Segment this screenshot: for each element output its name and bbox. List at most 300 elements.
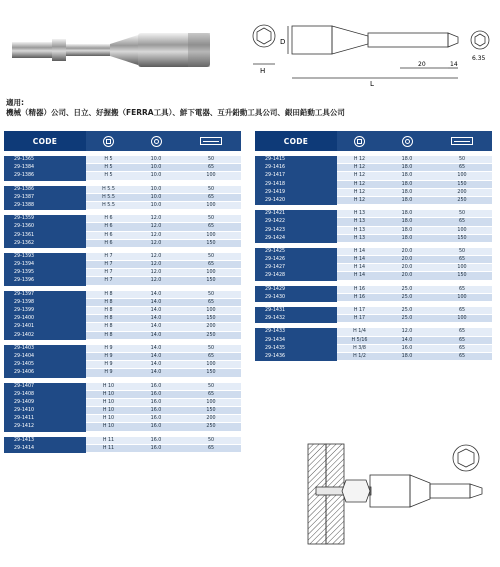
cell-length: 50 (432, 248, 492, 256)
cell-length: 150 (181, 315, 241, 323)
table-row (4, 299, 241, 307)
cell-hex-size: H 12 (337, 172, 382, 180)
cell-code: 29-1386 (4, 172, 86, 180)
cell-outer-diameter: 16.0 (131, 391, 181, 399)
cell-code: 29-1401 (4, 323, 86, 331)
cell-hex-size: H 12 (337, 164, 382, 172)
cell-outer-diameter: 10.0 (131, 164, 181, 172)
cell-outer-diameter: 16.0 (131, 407, 181, 415)
cell-outer-diameter: 14.0 (131, 353, 181, 361)
cell-outer-diameter: 18.0 (382, 156, 432, 164)
table-row (255, 307, 492, 315)
cell-length: 65 (181, 353, 241, 361)
cell-code: 29-1402 (4, 332, 86, 340)
table-row (255, 337, 492, 345)
cell-length: 250 (181, 332, 241, 340)
cell-outer-diameter: 14.0 (131, 369, 181, 377)
cell-code: 29-1387 (4, 194, 86, 202)
table-row (4, 202, 241, 210)
cell-outer-diameter: 25.0 (382, 307, 432, 315)
table-row (4, 315, 241, 323)
cell-length: 50 (181, 156, 241, 164)
cell-outer-diameter: 14.0 (131, 345, 181, 353)
dim-h-label: H (260, 67, 266, 75)
product-group (255, 156, 492, 205)
length-icon (200, 137, 222, 145)
cell-length: 100 (432, 294, 492, 302)
table-row (4, 240, 241, 248)
cell-hex-size: H 16 (337, 286, 382, 294)
cell-outer-diameter: 18.0 (382, 218, 432, 226)
cell-code: 29-1423 (255, 227, 337, 235)
cell-length: 100 (181, 361, 241, 369)
cell-hex-size: H 6 (86, 215, 131, 223)
cell-code: 29-1400 (4, 315, 86, 323)
cell-code: 29-1409 (4, 399, 86, 407)
cell-outer-diameter: 18.0 (382, 227, 432, 235)
product-group (4, 156, 241, 181)
cell-outer-diameter: 18.0 (382, 189, 432, 197)
product-group (4, 253, 241, 286)
table-row (4, 332, 241, 340)
table-row (255, 294, 492, 302)
product-group (255, 248, 492, 281)
table-row (4, 353, 241, 361)
table-row (4, 383, 241, 391)
cell-code: 29-1432 (255, 315, 337, 323)
outer-diameter-icon (402, 136, 413, 147)
table-row (4, 361, 241, 369)
cell-outer-diameter: 12.0 (382, 328, 432, 336)
table-row (255, 328, 492, 336)
header-code: CODE (4, 131, 86, 151)
dimension-schematic (250, 20, 495, 90)
cell-code: 29-1424 (255, 235, 337, 243)
cell-code: 29-1397 (4, 291, 86, 299)
cell-outer-diameter: 14.0 (131, 361, 181, 369)
cell-hex-size: H 9 (86, 353, 131, 361)
cell-hex-size: H 6 (86, 223, 131, 231)
hex-size-icon (354, 136, 365, 147)
cell-code: 29-1398 (4, 299, 86, 307)
cell-length: 100 (181, 172, 241, 180)
nut-setter-photo (10, 25, 220, 75)
cell-hex-size: H 8 (86, 332, 131, 340)
dim-d-label: D (280, 38, 286, 46)
cell-length: 50 (181, 215, 241, 223)
cell-length: 65 (432, 337, 492, 345)
cell-outer-diameter: 14.0 (131, 315, 181, 323)
cell-length: 150 (181, 369, 241, 377)
table-row (255, 156, 492, 164)
cell-outer-diameter: 14.0 (382, 337, 432, 345)
cell-length: 150 (432, 181, 492, 189)
cell-code: 29-1429 (255, 286, 337, 294)
table-row (4, 369, 241, 377)
cell-length: 65 (432, 218, 492, 226)
cell-length: 100 (181, 269, 241, 277)
cell-length: 100 (432, 227, 492, 235)
cell-outer-diameter: 12.0 (131, 223, 181, 231)
cell-code: 29-1407 (4, 383, 86, 391)
cell-hex-size: H 5.5 (86, 202, 131, 210)
cell-outer-diameter: 16.0 (131, 383, 181, 391)
cell-outer-diameter: 20.0 (382, 248, 432, 256)
cell-length: 65 (432, 328, 492, 336)
cell-length: 150 (181, 277, 241, 285)
outer-diameter-icon (151, 136, 162, 147)
table-row (255, 218, 492, 226)
cell-code: 29-1433 (255, 328, 337, 336)
cell-outer-diameter: 25.0 (382, 286, 432, 294)
cell-outer-diameter: 18.0 (382, 197, 432, 205)
cell-outer-diameter: 14.0 (131, 299, 181, 307)
cell-code: 29-1399 (4, 307, 86, 315)
cell-length: 65 (432, 286, 492, 294)
table-row (4, 399, 241, 407)
cell-length: 65 (181, 223, 241, 231)
table-row (255, 189, 492, 197)
table-row (255, 248, 492, 256)
table-row (255, 210, 492, 218)
cell-outer-diameter: 10.0 (131, 186, 181, 194)
product-group (4, 437, 241, 453)
cell-length: 65 (181, 299, 241, 307)
cell-length: 50 (432, 156, 492, 164)
cell-length: 250 (181, 423, 241, 431)
cell-length: 50 (181, 291, 241, 299)
cell-length: 65 (181, 391, 241, 399)
table-header (255, 131, 492, 151)
dim-l-label: L (370, 80, 374, 88)
cell-code: 29-1431 (255, 307, 337, 315)
cell-length: 200 (181, 415, 241, 423)
cell-code: 29-1361 (4, 232, 86, 240)
table-row (4, 291, 241, 299)
cell-hex-size: H 7 (86, 261, 131, 269)
cell-code: 29-1413 (4, 437, 86, 445)
table-row (255, 345, 492, 353)
cell-outer-diameter: 12.0 (131, 215, 181, 223)
cell-hex-size: H 6 (86, 232, 131, 240)
cell-outer-diameter: 10.0 (131, 194, 181, 202)
cell-outer-diameter: 18.0 (382, 210, 432, 218)
cell-outer-diameter: 14.0 (131, 307, 181, 315)
cell-hex-size: H 1/2 (337, 353, 382, 361)
dim-635-label: 6.35 (472, 55, 486, 62)
cell-code: 29-1426 (255, 256, 337, 264)
table-row (255, 353, 492, 361)
cell-outer-diameter: 20.0 (382, 272, 432, 280)
cell-length: 250 (432, 197, 492, 205)
cell-code: 29-1421 (255, 210, 337, 218)
cell-outer-diameter: 14.0 (131, 323, 181, 331)
product-group (255, 210, 492, 243)
cell-code: 29-1388 (4, 202, 86, 210)
cell-hex-size: H 14 (337, 272, 382, 280)
cell-hex-size: H 10 (86, 391, 131, 399)
cell-code: 29-1419 (255, 189, 337, 197)
cell-outer-diameter: 16.0 (131, 423, 181, 431)
cell-hex-size: H 9 (86, 361, 131, 369)
caption-label: 適用: (6, 98, 24, 107)
cell-outer-diameter: 12.0 (131, 253, 181, 261)
cell-code: 29-1412 (4, 423, 86, 431)
cell-outer-diameter: 18.0 (382, 181, 432, 189)
table-row (255, 256, 492, 264)
cell-hex-size: H 16 (337, 294, 382, 302)
cell-hex-size: H 12 (337, 156, 382, 164)
product-group (4, 345, 241, 378)
cell-length: 65 (432, 353, 492, 361)
table-row (255, 172, 492, 180)
cell-hex-size: H 10 (86, 415, 131, 423)
cell-hex-size: H 7 (86, 277, 131, 285)
table-row (4, 423, 241, 431)
cell-code: 29-1359 (4, 215, 86, 223)
table-row (4, 307, 241, 315)
cell-code: 29-1408 (4, 391, 86, 399)
cell-hex-size: H 17 (337, 315, 382, 323)
length-icon (451, 137, 473, 145)
cell-code: 29-1403 (4, 345, 86, 353)
cell-length: 65 (432, 164, 492, 172)
cell-length: 50 (432, 210, 492, 218)
cell-length: 65 (181, 194, 241, 202)
table-row (255, 227, 492, 235)
cell-code: 29-1410 (4, 407, 86, 415)
cell-length: 100 (432, 172, 492, 180)
cell-code: 29-1396 (4, 277, 86, 285)
table-row (255, 264, 492, 272)
cell-code: 29-1427 (255, 264, 337, 272)
cell-hex-size: H 13 (337, 210, 382, 218)
applicable-brands (6, 98, 496, 118)
cell-outer-diameter: 25.0 (382, 294, 432, 302)
cell-outer-diameter: 18.0 (382, 164, 432, 172)
table-row (4, 269, 241, 277)
cell-hex-size: H 14 (337, 264, 382, 272)
table-row (4, 172, 241, 180)
cell-hex-size: H 8 (86, 323, 131, 331)
cell-length: 65 (181, 445, 241, 453)
cell-hex-size: H 5 (86, 172, 131, 180)
cell-hex-size: H 9 (86, 369, 131, 377)
cell-outer-diameter: 14.0 (131, 291, 181, 299)
table-row (4, 164, 241, 172)
cell-outer-diameter: 16.0 (131, 445, 181, 453)
cell-hex-size: H 1/4 (337, 328, 382, 336)
cell-hex-size: H 14 (337, 256, 382, 264)
cell-length: 65 (181, 261, 241, 269)
cell-hex-size: H 5 (86, 164, 131, 172)
cell-hex-size: H 17 (337, 307, 382, 315)
spec-table-right (255, 131, 492, 361)
table-row (4, 253, 241, 261)
dim-14-label: 14 (450, 61, 458, 68)
cell-code: 29-1434 (255, 337, 337, 345)
cell-code: 29-1384 (4, 164, 86, 172)
cell-outer-diameter: 12.0 (131, 232, 181, 240)
table-row (4, 186, 241, 194)
cell-hex-size: H 8 (86, 315, 131, 323)
cell-hex-size: H 12 (337, 181, 382, 189)
cell-hex-size: H 10 (86, 407, 131, 415)
cell-outer-diameter: 16.0 (382, 345, 432, 353)
product-group (4, 215, 241, 248)
cell-code: 29-1415 (255, 156, 337, 164)
cell-outer-diameter: 18.0 (382, 353, 432, 361)
caption-body: 機械（精器）公司、日立、好握搬（FERRA工具）、鮮下電器、互升鉛動工具公司、銀田鉛動工具公司 (6, 108, 345, 117)
cell-code: 29-1435 (255, 345, 337, 353)
cell-length: 100 (181, 399, 241, 407)
table-row (4, 323, 241, 331)
cell-hex-size: H 13 (337, 218, 382, 226)
cell-hex-size: H 13 (337, 227, 382, 235)
cell-hex-size: H 10 (86, 423, 131, 431)
cell-outer-diameter: 12.0 (131, 277, 181, 285)
cell-hex-size: H 7 (86, 253, 131, 261)
cell-length: 150 (432, 235, 492, 243)
cell-hex-size: H 10 (86, 383, 131, 391)
cell-hex-size: H 5 (86, 156, 131, 164)
cell-hex-size: H 8 (86, 291, 131, 299)
cell-code: 29-1417 (255, 172, 337, 180)
cell-code: 29-1422 (255, 218, 337, 226)
cell-outer-diameter: 16.0 (131, 437, 181, 445)
product-group (4, 383, 241, 432)
cell-code: 29-1436 (255, 353, 337, 361)
table-row (4, 261, 241, 269)
cell-hex-size: H 12 (337, 189, 382, 197)
cell-code: 29-1365 (4, 156, 86, 164)
table-row (4, 223, 241, 231)
cell-length: 50 (181, 253, 241, 261)
cell-length: 100 (432, 264, 492, 272)
dim-20-label: 20 (418, 61, 426, 68)
table-row (255, 315, 492, 323)
cell-code: 29-1414 (4, 445, 86, 453)
cell-outer-diameter: 18.0 (382, 172, 432, 180)
table-row (4, 445, 241, 453)
cell-hex-size: H 8 (86, 299, 131, 307)
cell-hex-size: H 3/8 (337, 345, 382, 353)
cell-hex-size: H 7 (86, 269, 131, 277)
product-group (4, 186, 241, 211)
cell-length: 200 (432, 189, 492, 197)
cell-hex-size: H 8 (86, 307, 131, 315)
cell-hex-size: H 5.5 (86, 194, 131, 202)
cell-code: 29-1404 (4, 353, 86, 361)
table-row (255, 286, 492, 294)
cell-length: 65 (432, 345, 492, 353)
cell-code: 29-1394 (4, 261, 86, 269)
cell-hex-size: H 5.5 (86, 186, 131, 194)
cell-hex-size: H 5/16 (337, 337, 382, 345)
cell-outer-diameter: 16.0 (131, 399, 181, 407)
cell-length: 50 (181, 437, 241, 445)
cell-code: 29-1393 (4, 253, 86, 261)
table-row (4, 437, 241, 445)
cell-hex-size: H 11 (86, 437, 131, 445)
cell-outer-diameter: 20.0 (382, 264, 432, 272)
cell-length: 100 (181, 232, 241, 240)
cell-outer-diameter: 12.0 (131, 240, 181, 248)
cell-length: 65 (432, 256, 492, 264)
cell-outer-diameter: 25.0 (382, 315, 432, 323)
cell-code: 29-1430 (255, 294, 337, 302)
cell-outer-diameter: 10.0 (131, 172, 181, 180)
cell-length: 65 (181, 164, 241, 172)
cell-outer-diameter: 12.0 (131, 261, 181, 269)
product-group (4, 291, 241, 340)
cell-length: 50 (181, 345, 241, 353)
cell-hex-size: H 6 (86, 240, 131, 248)
table-row (255, 272, 492, 280)
table-row (4, 194, 241, 202)
cell-length: 150 (181, 240, 241, 248)
cell-length: 100 (432, 315, 492, 323)
header-code: CODE (255, 131, 337, 151)
cell-outer-diameter: 10.0 (131, 202, 181, 210)
product-group (255, 307, 492, 323)
cell-code: 29-1405 (4, 361, 86, 369)
cell-length: 100 (181, 202, 241, 210)
spec-table-left (4, 131, 241, 453)
cell-code: 29-1386 (4, 186, 86, 194)
cell-length: 100 (181, 307, 241, 315)
cell-code: 29-1362 (4, 240, 86, 248)
cell-code: 29-1428 (255, 272, 337, 280)
cell-code: 29-1418 (255, 181, 337, 189)
cell-length: 50 (181, 186, 241, 194)
table-row (4, 407, 241, 415)
cell-outer-diameter: 12.0 (131, 269, 181, 277)
cell-code: 29-1395 (4, 269, 86, 277)
cell-length: 50 (181, 383, 241, 391)
cell-code: 29-1411 (4, 415, 86, 423)
cell-code: 29-1360 (4, 223, 86, 231)
cell-outer-diameter: 10.0 (131, 156, 181, 164)
cell-hex-size: H 10 (86, 399, 131, 407)
cell-code: 29-1420 (255, 197, 337, 205)
cell-hex-size: H 14 (337, 248, 382, 256)
cell-hex-size: H 9 (86, 345, 131, 353)
cell-code: 29-1416 (255, 164, 337, 172)
table-row (4, 215, 241, 223)
cell-outer-diameter: 18.0 (382, 235, 432, 243)
installation-illustration (306, 440, 496, 550)
cell-length: 65 (432, 307, 492, 315)
hex-size-icon (103, 136, 114, 147)
cell-code: 29-1406 (4, 369, 86, 377)
product-group (255, 328, 492, 361)
cell-outer-diameter: 20.0 (382, 256, 432, 264)
product-group (255, 286, 492, 302)
cell-length: 150 (432, 272, 492, 280)
cell-hex-size: H 12 (337, 197, 382, 205)
table-row (255, 197, 492, 205)
table-row (255, 164, 492, 172)
cell-outer-diameter: 16.0 (131, 415, 181, 423)
cell-length: 150 (181, 407, 241, 415)
cell-length: 200 (181, 323, 241, 331)
cell-hex-size: H 11 (86, 445, 131, 453)
table-row (4, 156, 241, 164)
table-row (4, 391, 241, 399)
cell-code: 29-1425 (255, 248, 337, 256)
cell-hex-size: H 13 (337, 235, 382, 243)
